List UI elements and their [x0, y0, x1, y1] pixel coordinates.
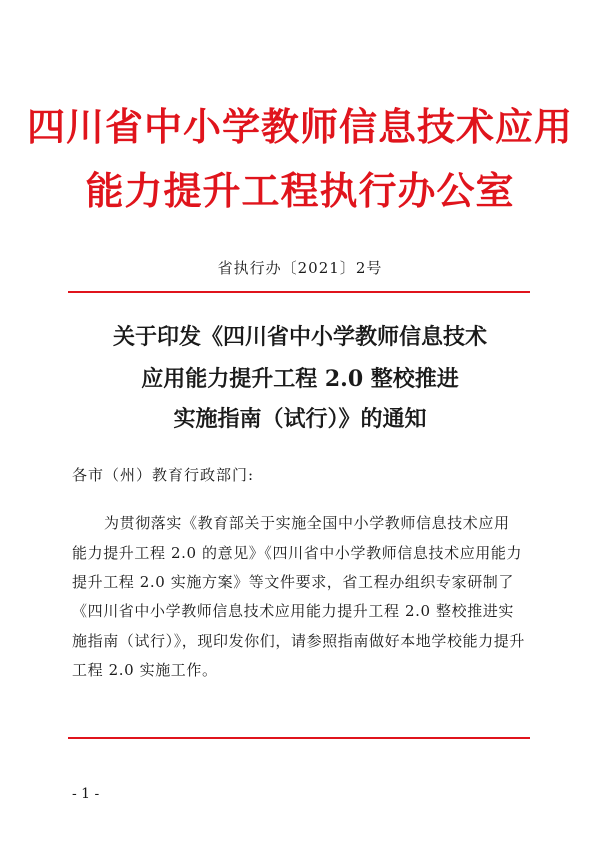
- body-text-line: 为贯彻落实《教育部关于实施全国中小学教师信息技术应用: [104, 514, 510, 532]
- body-text-line: 能力提升工程 2.0 的意见》《四川省中小学教师信息技术应用能力: [72, 544, 523, 562]
- subject-title-line-2: 应用能力提升工程 2.0 整校推进: [141, 366, 459, 392]
- body-text-line: 提升工程 2.0 实施方案》等文件要求，省工程办组织专家研制了: [72, 573, 514, 591]
- header-red-divider: [68, 291, 530, 293]
- footer-red-divider: [68, 737, 530, 739]
- addressee: 各市（州）教育行政部门:: [72, 466, 255, 484]
- subject-title-line-1: 关于印发《四川省中小学教师信息技术: [112, 324, 487, 350]
- page-number: - 1 -: [72, 786, 100, 802]
- subject-title-line-3: 实施指南（试行）》的通知: [173, 406, 427, 432]
- issuing-org-title-line-2: 能力提升工程执行办公室: [85, 169, 515, 213]
- body-text-line: 《四川省中小学教师信息技术应用能力提升工程 2.0 整校推进实: [72, 602, 514, 620]
- body-text-line: 施指南（试行）》，现印发你们，请参照指南做好本地学校能力提升: [72, 632, 526, 650]
- body-text-line: 工程 2.0 实施工作。: [72, 661, 218, 679]
- document-number: 省执行办〔2021〕2号: [217, 259, 383, 277]
- issuing-org-title-line-1: 四川省中小学教师信息技术应用: [26, 105, 573, 149]
